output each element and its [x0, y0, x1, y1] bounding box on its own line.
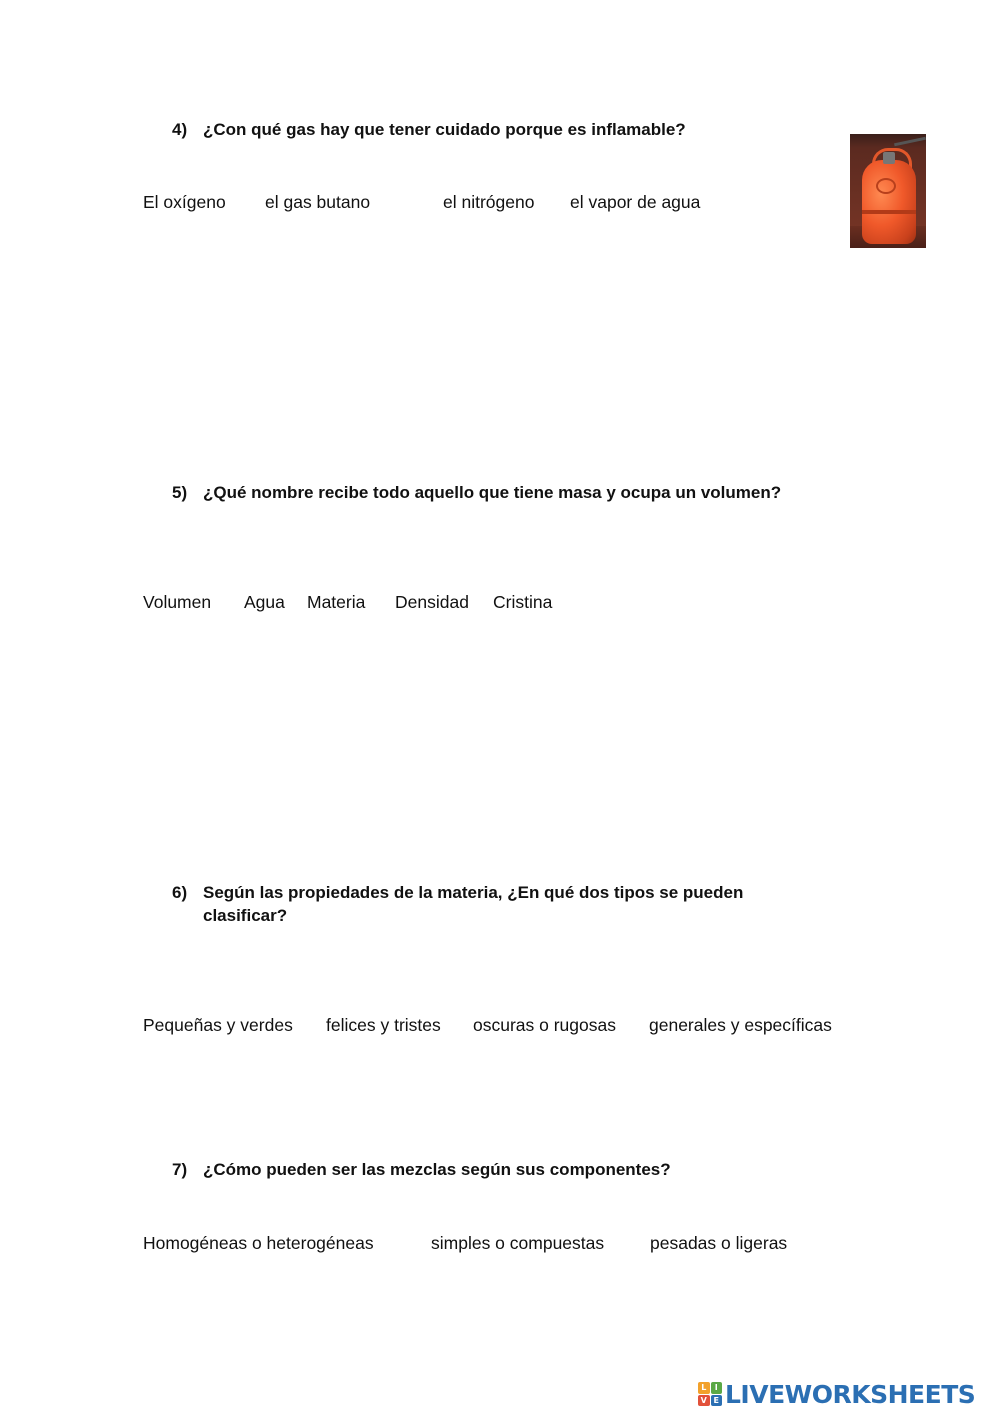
option-cristina[interactable]: Cristina	[493, 592, 553, 612]
option-oxigeno[interactable]: El oxígeno	[143, 192, 226, 212]
option-pesadas-o-ligeras[interactable]: pesadas o ligeras	[650, 1233, 788, 1253]
option-simples-o-compuestas[interactable]: simples o compuestas	[431, 1233, 605, 1253]
question-5-number: 5)	[172, 483, 188, 502]
option-agua[interactable]: Agua	[244, 592, 285, 612]
gas-cylinder-photo	[850, 134, 926, 248]
option-oscuras-o-rugosas[interactable]: oscuras o rugosas	[473, 1015, 616, 1035]
question-7-text: ¿Cómo pueden ser las mezclas según sus componentes?	[203, 1160, 671, 1179]
option-nitrogeno[interactable]: el nitrógeno	[443, 192, 535, 212]
liveworksheets-icon: L I V E	[698, 1382, 722, 1406]
option-volumen[interactable]: Volumen	[143, 592, 212, 612]
question-4-number: 4)	[172, 120, 188, 139]
question-4-text: ¿Con qué gas hay que tener cuidado porque es inflamable?	[203, 120, 686, 139]
option-homogeneas-o-heterogeneas[interactable]: Homogéneas o heterogéneas	[143, 1233, 374, 1253]
question-6-number: 6)	[172, 883, 188, 902]
option-pequenas-y-verdes[interactable]: Pequeñas y verdes	[143, 1015, 293, 1035]
option-generales-y-especificas[interactable]: generales y específicas	[649, 1015, 832, 1035]
option-densidad[interactable]: Densidad	[395, 592, 469, 612]
question-7-number: 7)	[172, 1160, 188, 1179]
question-6-text-line-1: Según las propiedades de la materia, ¿En qué dos tipos se pueden	[203, 883, 744, 902]
question-6-text-line-2: clasificar?	[203, 906, 288, 925]
option-felices-y-tristes[interactable]: felices y tristes	[326, 1015, 441, 1035]
option-materia[interactable]: Materia	[307, 592, 366, 612]
liveworksheets-wordmark: LIVEWORKSHEETS	[725, 1379, 976, 1409]
option-vapor-de-agua[interactable]: el vapor de agua	[570, 192, 701, 212]
liveworksheets-logo	[698, 1378, 975, 1410]
option-gas-butano[interactable]: el gas butano	[265, 192, 371, 212]
question-5-text: ¿Qué nombre recibe todo aquello que tiene masa y ocupa un volumen?	[203, 483, 782, 502]
